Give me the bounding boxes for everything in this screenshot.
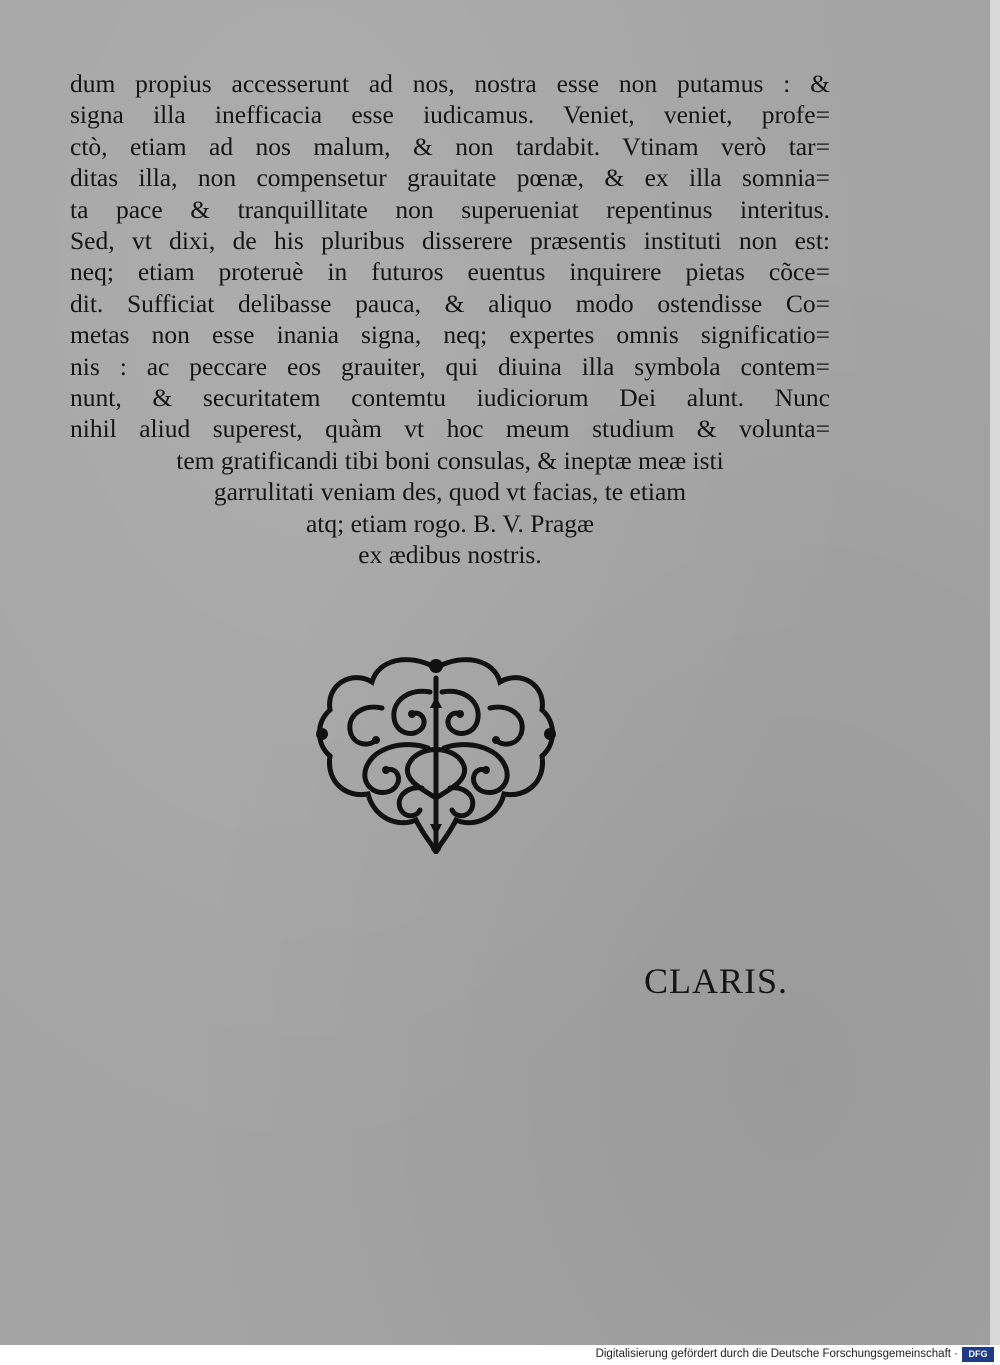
text-line-6: Sed, vt dixi, de his pluribus disserere præsentis instituti non est: <box>70 226 830 256</box>
text-line-13: tem gratificandi tibi boni consulas, & ineptæ meæ isti <box>176 445 724 475</box>
text-line-3: ctò, etiam ad nos malum, & non tardabit. Vtinam verò tar= <box>70 131 830 161</box>
text-line-10: nis : ac peccare eos grauiter, qui diuina illa symbola contem= <box>70 351 830 381</box>
fleuron-ornament-icon <box>312 648 560 854</box>
text-line-5: ta pace & tranquillitate non superueniat repentinus interitus. <box>70 194 830 224</box>
text-line-7: neq; etiam proteruè in futuros euentus inquirere pietas cõce= <box>70 257 830 287</box>
dfg-logo: DFG <box>962 1347 994 1362</box>
text-line-1: dum propius accesserunt ad nos, nostra esse non putamus : & <box>70 69 830 98</box>
body-text <box>70 68 830 571</box>
text-line-9: metas non esse inania signa, neq; expertes omnis significatio= <box>70 320 830 350</box>
catchword: CLARIS. <box>644 961 789 1001</box>
text-line-12: nihil aliud superest, quàm vt hoc meum studium & volunta= <box>70 414 830 444</box>
footer-bar <box>0 1345 1000 1365</box>
text-line-15: atq; etiam rogo. B. V. Pragæ <box>305 508 595 538</box>
text-line-8: dit. Sufficiat delibasse pauca, & aliquo modo ostendisse Co= <box>70 288 830 318</box>
text-line-16: ex ædibus nostris. <box>358 540 542 570</box>
text-line-14: garrulitati veniam des, quod vt facias, te etiam <box>213 477 687 507</box>
digitization-credit: Digitalisierung gefördert durch die Deutsche Forschungsgemeinschaft · <box>595 1348 958 1360</box>
text-line-11: nunt, & securitatem contemtu iudiciorum Dei alunt. Nunc <box>70 383 830 413</box>
page-edge <box>990 0 1000 1345</box>
text-line-4: ditas illa, non compensetur grauitate pœnæ, & ex illa somnia= <box>70 163 830 193</box>
text-line-2: signa illa inefficacia esse iudicamus. Veniet, veniet, profe= <box>70 100 830 130</box>
